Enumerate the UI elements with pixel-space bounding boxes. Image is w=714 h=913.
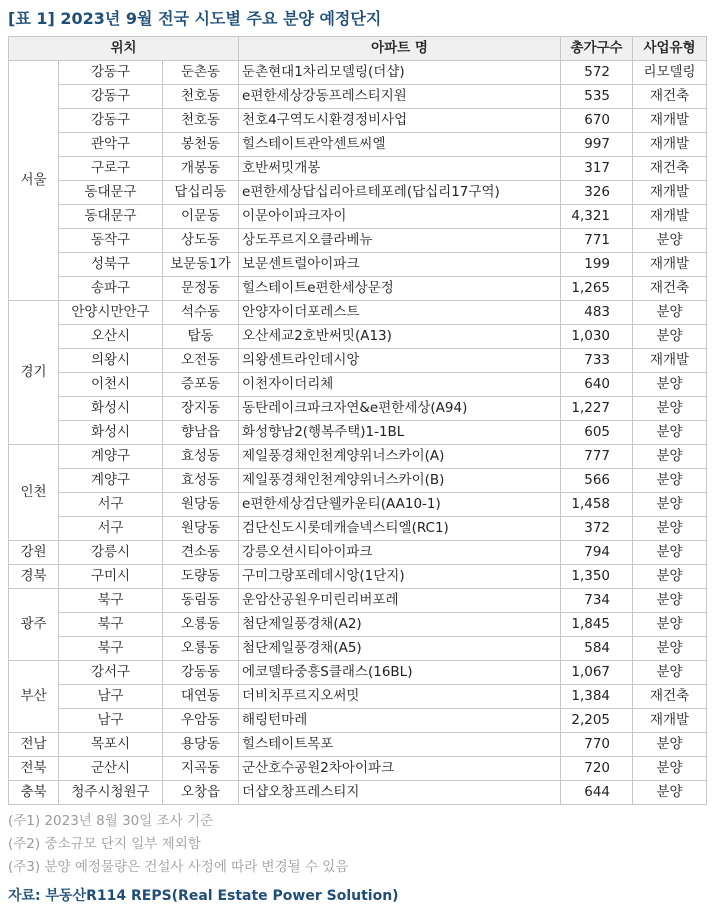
district-cell: 남구 <box>59 685 163 709</box>
table-row <box>9 397 707 421</box>
dong-cell: 봉천동 <box>163 133 239 157</box>
units-cell: 4,321 <box>561 205 633 229</box>
units-cell: 670 <box>561 109 633 133</box>
district-cell: 화성시 <box>59 421 163 445</box>
apartment-name-cell: 의왕센트라인데시앙 <box>239 349 561 373</box>
project-type-cell: 재개발 <box>633 133 707 157</box>
dong-cell: 둔촌동 <box>163 61 239 85</box>
apartment-name-cell: e편한세상강동프레스티지원 <box>239 85 561 109</box>
table-row <box>9 709 707 733</box>
dong-cell: 원당동 <box>163 493 239 517</box>
dong-cell: 동림동 <box>163 589 239 613</box>
dong-cell: 오룡동 <box>163 637 239 661</box>
apartment-name-cell: 제일풍경채인천계양위너스카이(A) <box>239 445 561 469</box>
district-cell: 계양구 <box>59 445 163 469</box>
region-cell: 경북 <box>9 565 59 589</box>
project-type-cell: 분양 <box>633 541 707 565</box>
units-cell: 733 <box>561 349 633 373</box>
project-type-cell: 분양 <box>633 301 707 325</box>
dong-cell: 답십리동 <box>163 181 239 205</box>
project-type-cell: 재개발 <box>633 709 707 733</box>
project-type-cell: 분양 <box>633 493 707 517</box>
table-row <box>9 781 707 805</box>
project-type-cell: 재개발 <box>633 109 707 133</box>
source-note: 자료: 부동산R114 REPS(Real Estate Power Solution) <box>8 888 399 904</box>
dong-cell: 보문동1가 <box>163 253 239 277</box>
table-row <box>9 565 707 589</box>
table-row <box>9 61 707 85</box>
project-type-cell: 분양 <box>633 397 707 421</box>
project-type-cell: 분양 <box>633 325 707 349</box>
footnote: (주3) 분양 예정물량은 건설사 사정에 따라 변경될 수 있음 <box>8 859 349 875</box>
region-cell: 부산 <box>9 661 59 733</box>
apartment-name-cell: 상도푸르지오클라베뉴 <box>239 229 561 253</box>
project-type-cell: 리모델링 <box>633 61 707 85</box>
apartment-name-cell: 힐스테이트e편한세상문정 <box>239 277 561 301</box>
district-cell: 강서구 <box>59 661 163 685</box>
footnote: (주1) 2023년 8월 30일 조사 기준 <box>8 813 214 829</box>
units-cell: 1,265 <box>561 277 633 301</box>
project-type-cell: 분양 <box>633 757 707 781</box>
apartment-name-cell: 이천자이더리체 <box>239 373 561 397</box>
district-cell: 안양시만안구 <box>59 301 163 325</box>
footnotes <box>8 810 348 879</box>
dong-cell: 대연동 <box>163 685 239 709</box>
units-cell: 2,205 <box>561 709 633 733</box>
project-type-cell: 분양 <box>633 469 707 493</box>
project-type-cell: 재개발 <box>633 205 707 229</box>
table-row <box>9 469 707 493</box>
table-row <box>9 109 707 133</box>
units-cell: 1,845 <box>561 613 633 637</box>
table-title: [표 1] 2023년 9월 전국 시도별 주요 분양 예정단지 <box>8 9 382 28</box>
region-cell: 경기 <box>9 301 59 445</box>
units-cell: 317 <box>561 157 633 181</box>
apartment-name-cell: 제일풍경채인천계양위너스카이(B) <box>239 469 561 493</box>
district-cell: 목포시 <box>59 733 163 757</box>
units-cell: 720 <box>561 757 633 781</box>
apartment-name-cell: 첨단제일풍경채(A5) <box>239 637 561 661</box>
units-cell: 1,384 <box>561 685 633 709</box>
apartment-name-cell: 군산호수공원2차아이파크 <box>239 757 561 781</box>
table-row <box>9 733 707 757</box>
region-cell: 충북 <box>9 781 59 805</box>
dong-cell: 지곡동 <box>163 757 239 781</box>
region-cell: 서울 <box>9 61 59 301</box>
dong-cell: 향남읍 <box>163 421 239 445</box>
project-type-cell: 재건축 <box>633 685 707 709</box>
dong-cell: 견소동 <box>163 541 239 565</box>
district-cell: 동대문구 <box>59 181 163 205</box>
apartment-name-cell: 오산세교2호반써밋(A13) <box>239 325 561 349</box>
units-cell: 483 <box>561 301 633 325</box>
table-row <box>9 205 707 229</box>
dong-cell: 강동동 <box>163 661 239 685</box>
units-cell: 997 <box>561 133 633 157</box>
units-cell: 1,067 <box>561 661 633 685</box>
apartment-name-cell: 호반써밋개봉 <box>239 157 561 181</box>
table-row <box>9 757 707 781</box>
units-cell: 199 <box>561 253 633 277</box>
district-cell: 북구 <box>59 589 163 613</box>
units-cell: 794 <box>561 541 633 565</box>
project-type-cell: 분양 <box>633 517 707 541</box>
units-cell: 1,030 <box>561 325 633 349</box>
units-cell: 640 <box>561 373 633 397</box>
table-row <box>9 277 707 301</box>
header-apartment: 아파트 명 <box>239 37 561 61</box>
apartment-name-cell: 첨단제일풍경채(A2) <box>239 613 561 637</box>
district-cell: 서구 <box>59 493 163 517</box>
region-cell: 전북 <box>9 757 59 781</box>
district-cell: 이천시 <box>59 373 163 397</box>
header-type: 사업유형 <box>633 37 707 61</box>
dong-cell: 천호동 <box>163 85 239 109</box>
district-cell: 화성시 <box>59 397 163 421</box>
apartment-name-cell: 검단신도시롯데캐슬넥스티엘(RC1) <box>239 517 561 541</box>
apartment-name-cell: 강릉오션시티아이파크 <box>239 541 561 565</box>
dong-cell: 효성동 <box>163 445 239 469</box>
apartment-name-cell: 구미그랑포레데시앙(1단지) <box>239 565 561 589</box>
table-row <box>9 253 707 277</box>
project-type-cell: 재건축 <box>633 85 707 109</box>
dong-cell: 오창읍 <box>163 781 239 805</box>
units-cell: 770 <box>561 733 633 757</box>
footnote: (주2) 중소규모 단지 일부 제외함 <box>8 836 201 852</box>
dong-cell: 개봉동 <box>163 157 239 181</box>
header-units: 총가구수 <box>561 37 633 61</box>
units-cell: 734 <box>561 589 633 613</box>
district-cell: 남구 <box>59 709 163 733</box>
project-type-cell: 분양 <box>633 589 707 613</box>
table-row <box>9 613 707 637</box>
units-cell: 1,227 <box>561 397 633 421</box>
units-cell: 535 <box>561 85 633 109</box>
apartment-name-cell: 화성향남2(행복주택)1-1BL <box>239 421 561 445</box>
district-cell: 오산시 <box>59 325 163 349</box>
dong-cell: 석수동 <box>163 301 239 325</box>
table-row <box>9 229 707 253</box>
project-type-cell: 재건축 <box>633 277 707 301</box>
table-header-row <box>9 37 707 61</box>
apartment-name-cell: 에코델타중흥S클래스(16BL) <box>239 661 561 685</box>
apartment-name-cell: 천호4구역도시환경정비사업 <box>239 109 561 133</box>
units-cell: 771 <box>561 229 633 253</box>
table-body <box>9 61 707 805</box>
table-row <box>9 661 707 685</box>
region-cell: 전남 <box>9 733 59 757</box>
table-row <box>9 85 707 109</box>
units-cell: 372 <box>561 517 633 541</box>
apartment-name-cell: e편한세상답십리아르테포레(답십리17구역) <box>239 181 561 205</box>
table-row <box>9 421 707 445</box>
dong-cell: 상도동 <box>163 229 239 253</box>
project-type-cell: 재개발 <box>633 349 707 373</box>
dong-cell: 천호동 <box>163 109 239 133</box>
project-type-cell: 재개발 <box>633 253 707 277</box>
units-cell: 644 <box>561 781 633 805</box>
region-cell: 강원 <box>9 541 59 565</box>
district-cell: 동대문구 <box>59 205 163 229</box>
project-type-cell: 재개발 <box>633 181 707 205</box>
units-cell: 1,458 <box>561 493 633 517</box>
dong-cell: 우암동 <box>163 709 239 733</box>
district-cell: 성북구 <box>59 253 163 277</box>
district-cell: 청주시청원구 <box>59 781 163 805</box>
apartment-name-cell: 둔촌현대1차리모델링(더샵) <box>239 61 561 85</box>
dong-cell: 탑동 <box>163 325 239 349</box>
project-type-cell: 분양 <box>633 637 707 661</box>
district-cell: 의왕시 <box>59 349 163 373</box>
district-cell: 강동구 <box>59 109 163 133</box>
dong-cell: 이문동 <box>163 205 239 229</box>
table-row <box>9 589 707 613</box>
apartment-name-cell: 이문아이파크자이 <box>239 205 561 229</box>
units-cell: 605 <box>561 421 633 445</box>
table-row <box>9 133 707 157</box>
dong-cell: 장지동 <box>163 397 239 421</box>
dong-cell: 용당동 <box>163 733 239 757</box>
apartment-name-cell: 더비치푸르지오써밋 <box>239 685 561 709</box>
table-row <box>9 637 707 661</box>
district-cell: 송파구 <box>59 277 163 301</box>
table-row <box>9 541 707 565</box>
district-cell: 서구 <box>59 517 163 541</box>
region-cell: 인천 <box>9 445 59 541</box>
table-row <box>9 373 707 397</box>
presale-table <box>8 36 707 805</box>
district-cell: 계양구 <box>59 469 163 493</box>
district-cell: 강동구 <box>59 61 163 85</box>
project-type-cell: 분양 <box>633 421 707 445</box>
units-cell: 584 <box>561 637 633 661</box>
district-cell: 강동구 <box>59 85 163 109</box>
table-row <box>9 325 707 349</box>
district-cell: 구로구 <box>59 157 163 181</box>
table-row <box>9 301 707 325</box>
units-cell: 572 <box>561 61 633 85</box>
project-type-cell: 분양 <box>633 445 707 469</box>
dong-cell: 효성동 <box>163 469 239 493</box>
dong-cell: 문정동 <box>163 277 239 301</box>
project-type-cell: 분양 <box>633 781 707 805</box>
table-row <box>9 517 707 541</box>
units-cell: 777 <box>561 445 633 469</box>
apartment-name-cell: 동탄레이크파크자연&e편한세상(A94) <box>239 397 561 421</box>
project-type-cell: 분양 <box>633 565 707 589</box>
apartment-name-cell: 보문센트럴아이파크 <box>239 253 561 277</box>
table-row <box>9 349 707 373</box>
apartment-name-cell: 더샵오창프레스티지 <box>239 781 561 805</box>
table-row <box>9 685 707 709</box>
dong-cell: 증포동 <box>163 373 239 397</box>
header-location: 위치 <box>9 37 239 61</box>
project-type-cell: 분양 <box>633 661 707 685</box>
units-cell: 1,350 <box>561 565 633 589</box>
table-row <box>9 181 707 205</box>
dong-cell: 오룡동 <box>163 613 239 637</box>
district-cell: 구미시 <box>59 565 163 589</box>
dong-cell: 오전동 <box>163 349 239 373</box>
district-cell: 관악구 <box>59 133 163 157</box>
region-cell: 광주 <box>9 589 59 661</box>
units-cell: 326 <box>561 181 633 205</box>
project-type-cell: 분양 <box>633 733 707 757</box>
apartment-name-cell: e편한세상검단웰카운티(AA10-1) <box>239 493 561 517</box>
dong-cell: 원당동 <box>163 517 239 541</box>
district-cell: 북구 <box>59 637 163 661</box>
district-cell: 동작구 <box>59 229 163 253</box>
apartment-name-cell: 힐스테이트목포 <box>239 733 561 757</box>
district-cell: 강릉시 <box>59 541 163 565</box>
table-row <box>9 445 707 469</box>
apartment-name-cell: 안양자이더포레스트 <box>239 301 561 325</box>
project-type-cell: 분양 <box>633 229 707 253</box>
district-cell: 북구 <box>59 613 163 637</box>
district-cell: 군산시 <box>59 757 163 781</box>
table-row <box>9 493 707 517</box>
apartment-name-cell: 해링턴마레 <box>239 709 561 733</box>
apartment-name-cell: 힐스테이트관악센트씨엘 <box>239 133 561 157</box>
project-type-cell: 분양 <box>633 613 707 637</box>
apartment-name-cell: 운암산공원우미린리버포레 <box>239 589 561 613</box>
table-row <box>9 157 707 181</box>
project-type-cell: 재건축 <box>633 157 707 181</box>
units-cell: 566 <box>561 469 633 493</box>
project-type-cell: 분양 <box>633 373 707 397</box>
dong-cell: 도량동 <box>163 565 239 589</box>
